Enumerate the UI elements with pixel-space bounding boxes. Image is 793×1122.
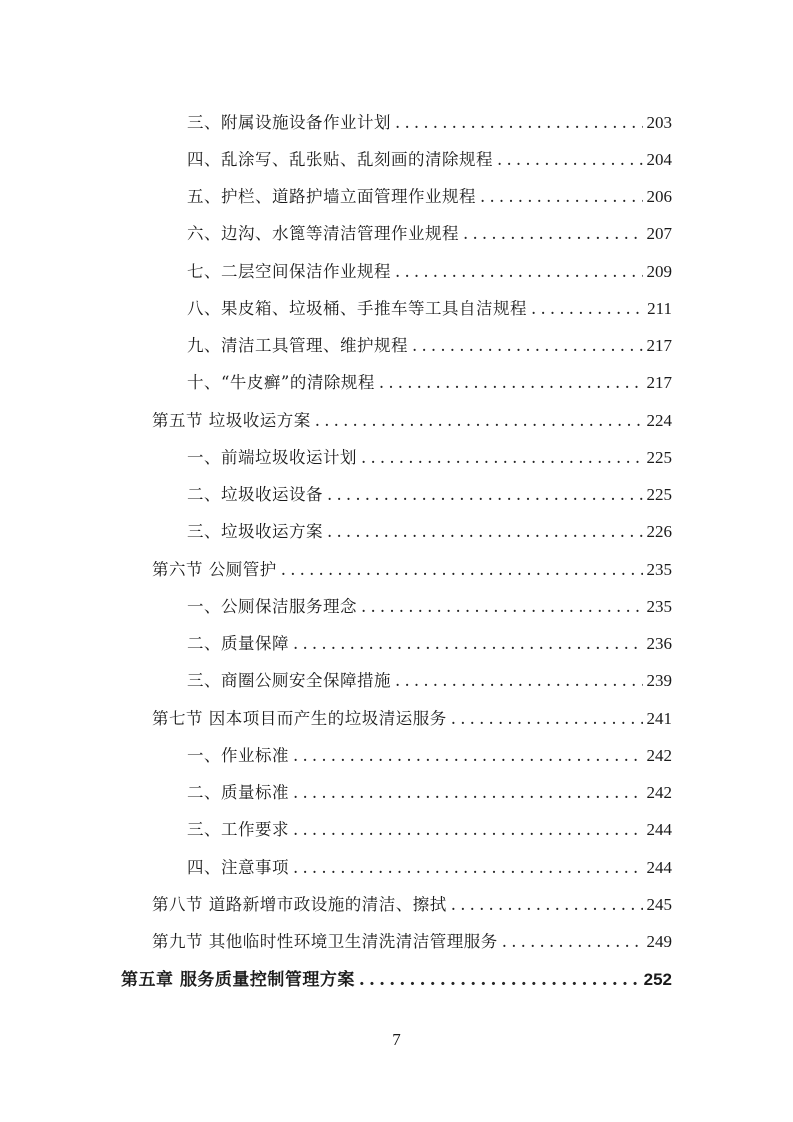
toc-entry-title: 四、乱涂写、乱张贴、乱刻画的清除规程 <box>187 150 493 169</box>
toc-entry-page: 206 <box>646 187 672 206</box>
toc-entry[interactable] <box>187 776 672 804</box>
toc-entry[interactable] <box>187 106 672 134</box>
toc-entry-title: 二、垃圾收运设备 <box>187 485 323 504</box>
toc-entry-page: 209 <box>646 262 672 281</box>
toc-entry-page: 235 <box>646 597 672 616</box>
toc-entry-title: 四、注意事项 <box>187 858 289 877</box>
toc-entry-page: 242 <box>646 746 672 765</box>
toc-entry-page: 217 <box>646 336 672 355</box>
toc-dot-leader <box>531 298 643 320</box>
toc-entry-page: 226 <box>646 522 672 541</box>
toc-entry[interactable] <box>187 478 672 506</box>
toc-entry[interactable] <box>152 888 672 916</box>
toc-entry-title: 三、工作要求 <box>187 820 289 839</box>
toc-entry-page: 225 <box>646 448 672 467</box>
toc-entry-title: 三、商圈公厕安全保障措施 <box>187 671 391 690</box>
page-number: 7 <box>392 1030 401 1049</box>
toc-entry[interactable] <box>187 292 672 320</box>
toc-entry-page: 252 <box>643 970 672 989</box>
toc-entry[interactable] <box>187 813 672 841</box>
toc-entry-page: 207 <box>646 224 672 243</box>
toc-entry[interactable] <box>187 329 672 357</box>
toc-dot-leader <box>293 745 643 767</box>
toc-entry[interactable] <box>187 180 672 208</box>
toc-entry-page: 204 <box>646 150 672 169</box>
toc-entry-title: 一、前端垃圾收运计划 <box>187 448 357 467</box>
toc-entry[interactable] <box>187 143 672 171</box>
toc-entry-title: 九、清洁工具管理、维护规程 <box>187 336 408 355</box>
toc-entry[interactable] <box>152 553 672 581</box>
toc-entry[interactable] <box>187 441 672 469</box>
toc-dot-leader <box>293 782 643 804</box>
toc-entry-title: 三、附属设施设备作业计划 <box>187 113 391 132</box>
toc-entry-title: 第五章 服务质量控制管理方案 <box>121 970 355 990</box>
toc-dot-leader <box>395 261 643 283</box>
toc-entry-page: 235 <box>646 560 672 579</box>
toc-entry-page: 244 <box>646 820 672 839</box>
toc-entry-page: 217 <box>646 373 672 392</box>
toc-entry-title: 六、边沟、水篦等清洁管理作业规程 <box>187 224 459 243</box>
toc-dot-leader <box>395 112 643 134</box>
toc-entry-title: 一、公厕保洁服务理念 <box>187 597 357 616</box>
toc-entry[interactable] <box>187 366 672 394</box>
toc-entry[interactable] <box>187 590 672 618</box>
toc-entry-page: 241 <box>646 709 672 728</box>
toc-entry-title: 三、垃圾收运方案 <box>187 522 323 541</box>
toc-dot-leader <box>480 186 643 208</box>
toc-dot-leader <box>315 410 643 432</box>
toc-entry-page: 224 <box>646 411 672 430</box>
toc-entry-title: 八、果皮箱、垃圾桶、手推车等工具自洁规程 <box>187 299 527 318</box>
toc-dot-leader <box>327 521 643 543</box>
toc-entry[interactable] <box>187 664 672 692</box>
toc-entry-page: 236 <box>646 634 672 653</box>
toc-dot-leader <box>293 857 643 879</box>
toc-dot-leader <box>359 969 640 991</box>
toc-entry-title: 二、质量保障 <box>187 634 289 653</box>
toc-dot-leader <box>502 931 643 953</box>
toc-entry[interactable] <box>187 627 672 655</box>
toc-entry-title: 七、二层空间保洁作业规程 <box>187 262 391 281</box>
toc-dot-leader <box>451 894 643 916</box>
toc-entry-page: 225 <box>646 485 672 504</box>
toc-entry[interactable] <box>187 255 672 283</box>
toc-dot-leader <box>451 708 643 730</box>
toc-dot-leader <box>327 484 643 506</box>
toc-entry[interactable] <box>187 515 672 543</box>
toc-dot-leader <box>379 372 643 394</box>
toc-entry-title: 第五节 垃圾收运方案 <box>152 411 311 430</box>
toc-entry-page: 203 <box>646 113 672 132</box>
toc-entry[interactable] <box>152 925 672 953</box>
toc-entry-chapter[interactable] <box>121 963 672 991</box>
toc-dot-leader <box>361 447 643 469</box>
toc-entry-title: 第七节 因本项目而产生的垃圾清运服务 <box>152 709 447 728</box>
toc-dot-leader <box>463 223 643 245</box>
toc-entry[interactable] <box>152 702 672 730</box>
toc-entry-title: 二、质量标准 <box>187 783 289 802</box>
toc-entry-page: 239 <box>646 671 672 690</box>
toc-entry-page: 244 <box>646 858 672 877</box>
toc-entry[interactable] <box>187 851 672 879</box>
toc-entry[interactable] <box>152 404 672 432</box>
toc-entry-title: 第九节 其他临时性环境卫生清洗清洁管理服务 <box>152 932 498 951</box>
toc-dot-leader <box>281 559 643 581</box>
toc-entry-title: 一、作业标准 <box>187 746 289 765</box>
toc-entry-title: 第八节 道路新增市政设施的清洁、擦拭 <box>152 895 447 914</box>
toc-entry-title: 五、护栏、道路护墙立面管理作业规程 <box>187 187 476 206</box>
toc-dot-leader <box>361 596 643 618</box>
toc-entry-page: 245 <box>646 895 672 914</box>
toc-entry-title: 第六节 公厕管护 <box>152 560 277 579</box>
toc-dot-leader <box>395 670 643 692</box>
toc-entry-page: 211 <box>647 299 672 318</box>
toc-dot-leader <box>412 335 643 357</box>
toc-entry-page: 242 <box>646 783 672 802</box>
toc-entry[interactable] <box>187 217 672 245</box>
toc-entry-title: 十、“牛皮癣”的清除规程 <box>187 373 375 392</box>
toc-entry[interactable] <box>187 739 672 767</box>
toc-dot-leader <box>293 819 643 841</box>
toc-entry-page: 249 <box>646 932 672 951</box>
toc-dot-leader <box>293 633 643 655</box>
toc-dot-leader <box>497 149 643 171</box>
